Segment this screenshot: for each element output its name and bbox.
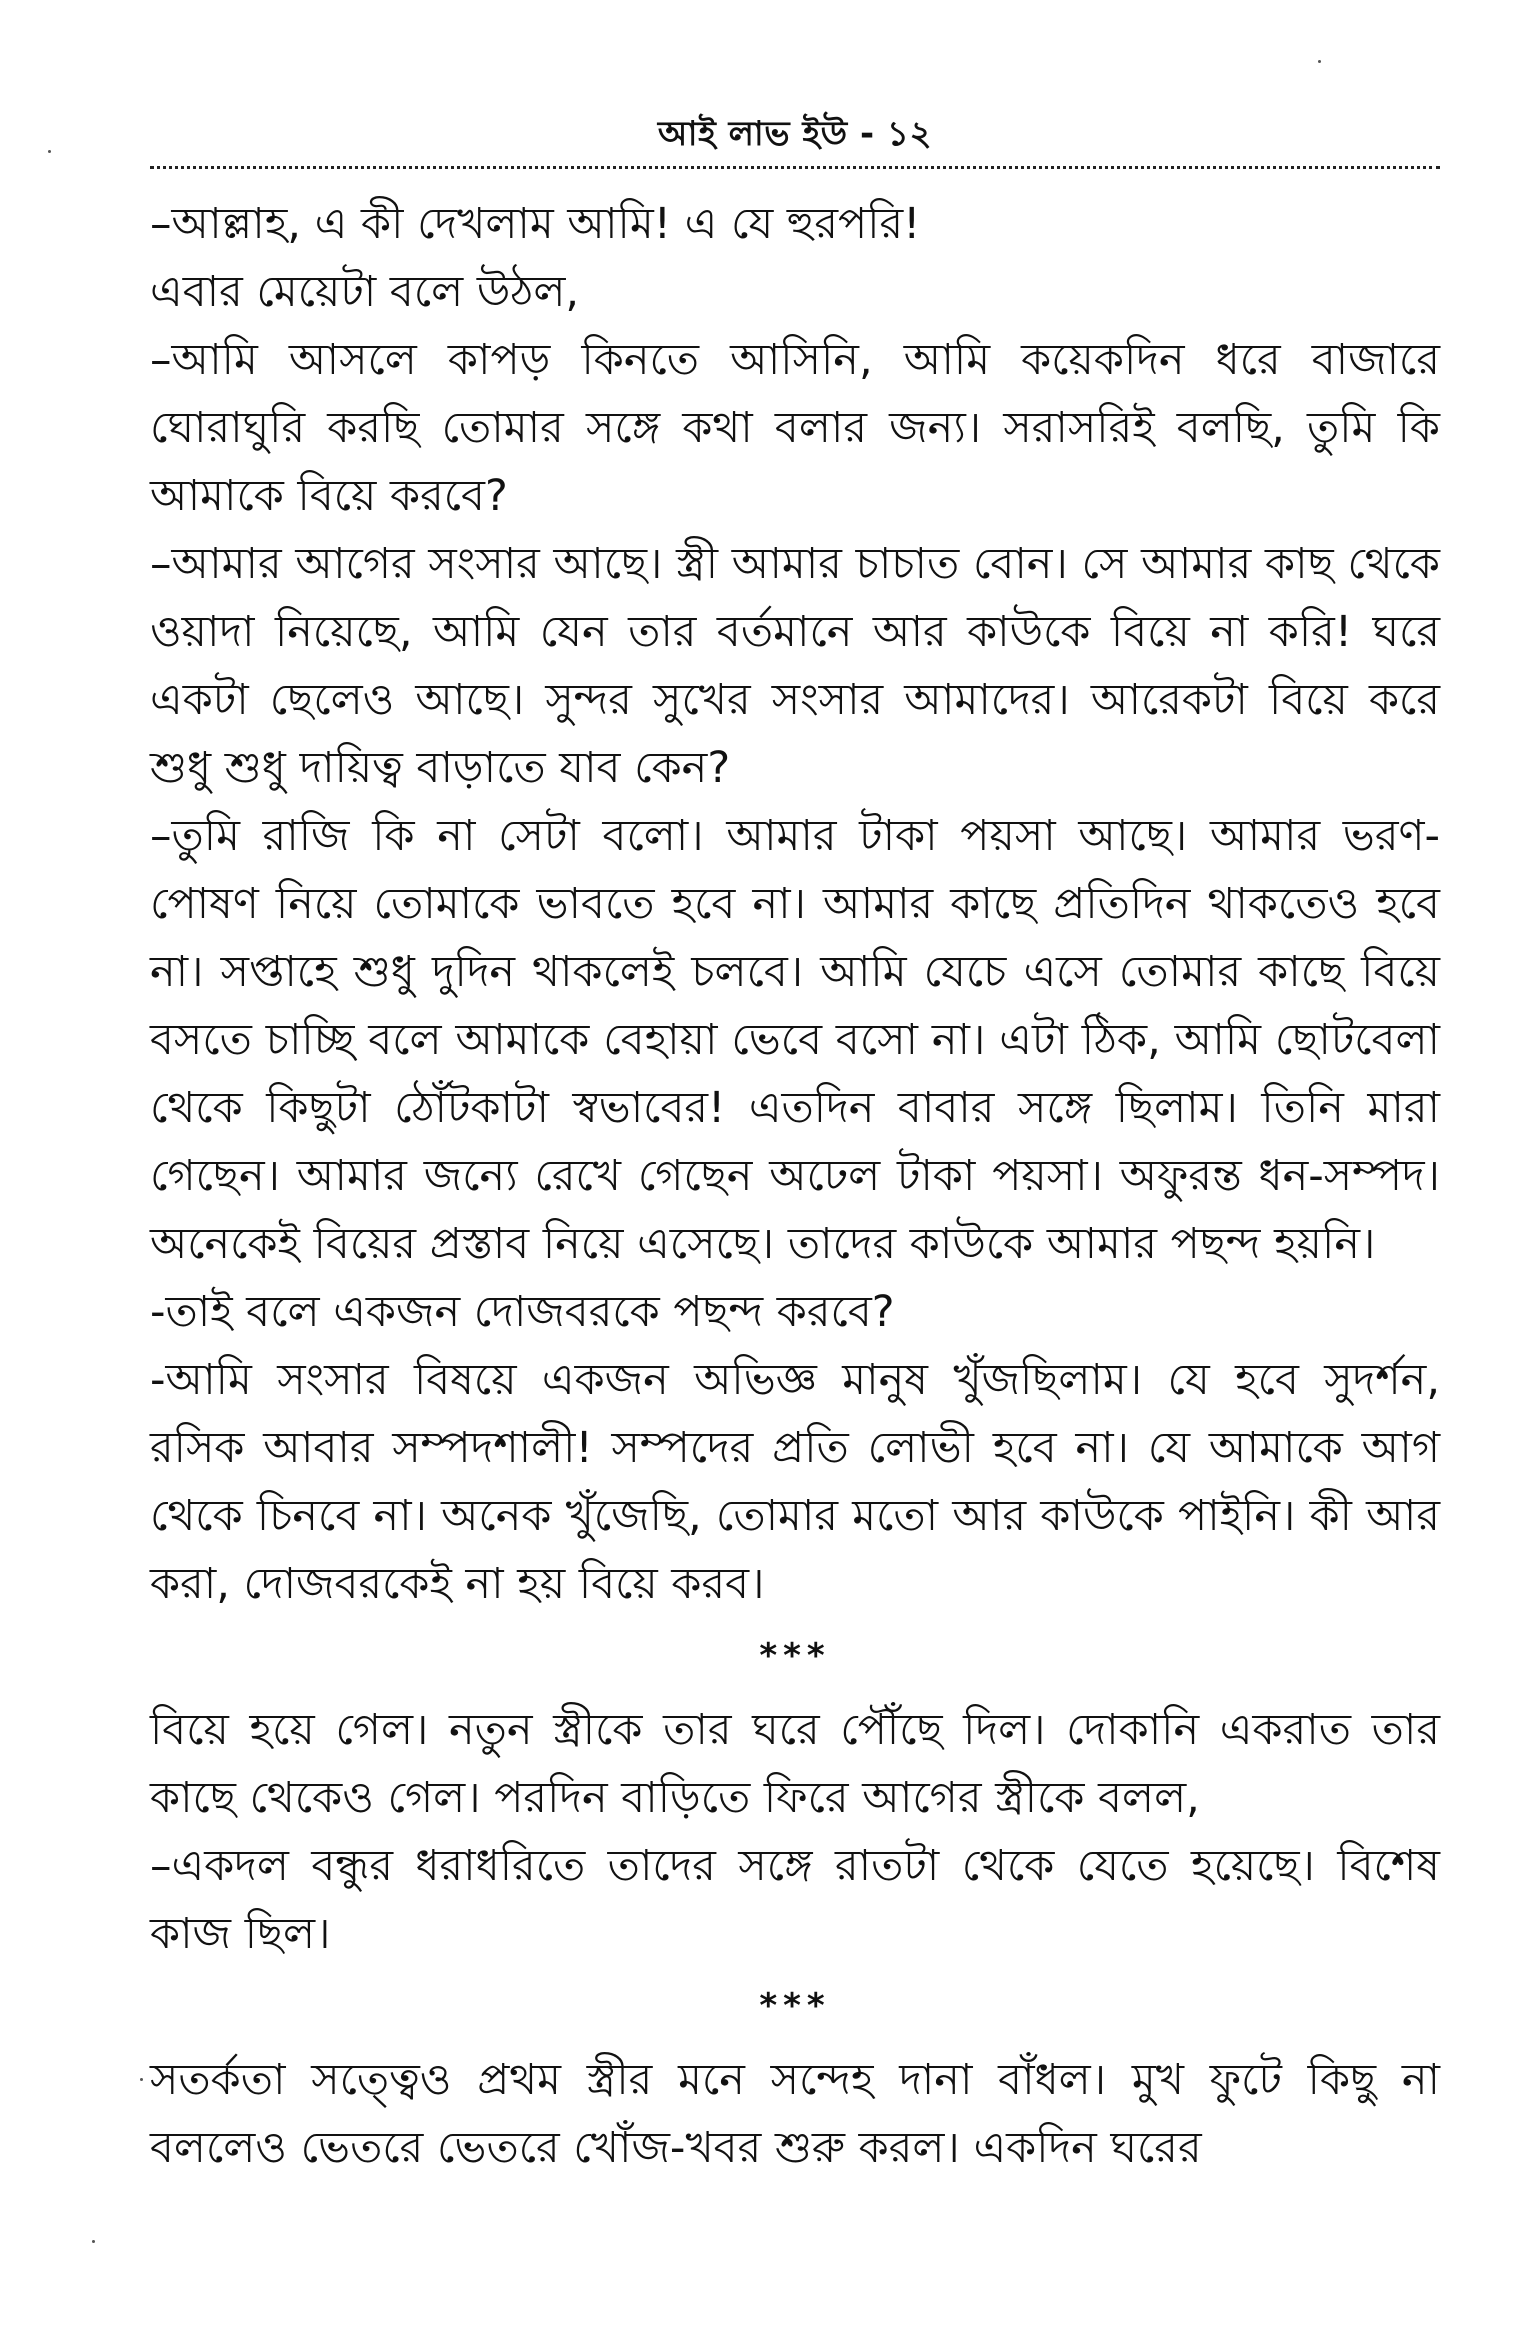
narration-paragraph: বিয়ে হয়ে গেল। নতুন স্ত্রীকে তার ঘরে পৌঁছে দিল। দোকানি একরাত তার কাছে থেকেও গেল। পরদিন বাড়িতে ফিরে আগের স্ত্রীকে বলল, xyxy=(150,1705,1440,1823)
section-separator: *** xyxy=(759,1986,831,2026)
scan-speck xyxy=(48,150,51,153)
page-body xyxy=(150,190,1440,2182)
dialogue-paragraph: -আমি সংসার বিষয়ে একজন অভিজ্ঞ মানুষ খুঁজছিলাম। যে হবে সুদর্শন, রসিক আবার সম্পদশালী! সম্পদের প্রতি লোভী হবে না। যে আমাকে আগ থেকে চিনবে না। অনেক খুঁজেছি, তোমার মতো আর কাউকে পাইনি। কী আর করা, দোজবরকেই না হয় বিয়ে করব। xyxy=(150,1355,1440,1609)
header-dotted-rule xyxy=(150,166,1440,169)
narration-paragraph: এবার মেয়েটা বলে উঠল, xyxy=(150,267,580,317)
section-separator: *** xyxy=(759,1636,831,1676)
scan-speck xyxy=(140,2078,143,2081)
dialogue-paragraph: –তুমি রাজি কি না সেটা বলো। আমার টাকা পয়সা আছে। আমার ভরণ-পোষণ নিয়ে তোমাকে ভাবতে হবে না। আমার কাছে প্রতিদিন থাকতেও হবে না। সপ্তাহে শুধু দুদিন থাকলেই চলবে। আমি যেচে এসে তোমার কাছে বিয়ে বসতে চাচ্ছি বলে আমাকে বেহায়া ভেবে বসো না। এটা ঠিক, আমি ছোটবেলা থেকে কিছুটা ঠোঁটকাটা স্বভাবের! এতদিন বাবার সঙ্গে ছিলাম। তিনি মারা গেছেন। আমার জন্যে রেখে গেছেন অঢেল টাকা পয়সা। অফুরন্ত ধন-সম্পদ। অনেকেই বিয়ের প্রস্তাব নিয়ে এসেছে। তাদের কাউকে আমার পছন্দ হয়নি। xyxy=(150,811,1440,1269)
narration-paragraph: সতর্কতা সত্ত্বেও প্রথম স্ত্রীর মনে সন্দেহ দানা বাঁধল। মুখ ফুটে কিছু না বললেও ভেতরে ভেতরে খোঁজ-খবর শুরু করল। একদিন ঘরের xyxy=(150,2055,1440,2173)
dialogue-paragraph: –আল্লাহ, এ কী দেখলাম আমি! এ যে হুরপরি! xyxy=(150,199,921,249)
scan-speck xyxy=(92,2240,95,2243)
dialogue-paragraph: –একদল বন্ধুর ধরাধরিতে তাদের সঙ্গে রাতটা থেকে যেতে হয়েছে। বিশেষ কাজ ছিল। xyxy=(150,1841,1440,1959)
dialogue-paragraph: -তাই বলে একজন দোজবরকে পছন্দ করবে? xyxy=(150,1287,895,1337)
dialogue-paragraph: –আমার আগের সংসার আছে। স্ত্রী আমার চাচাত বোন। সে আমার কাছ থেকে ওয়াদা নিয়েছে, আমি যেন তার বর্তমানে আর কাউকে বিয়ে না করি! ঘরে একটা ছেলেও আছে। সুন্দর সুখের সংসার আমাদের। আরেকটা বিয়ে করে শুধু শুধু দায়িত্ব বাড়াতে যাব কেন? xyxy=(150,539,1440,793)
dialogue-paragraph: –আমি আসলে কাপড় কিনতে আসিনি, আমি কয়েকদিন ধরে বাজারে ঘোরাঘুরি করছি তোমার সঙ্গে কথা বলার জন্য। সরাসরিই বলছি, তুমি কি আমাকে বিয়ে করবে? xyxy=(150,335,1440,521)
running-header: আই লাভ ইউ - ১২ xyxy=(657,114,933,154)
scan-speck xyxy=(1318,60,1321,63)
